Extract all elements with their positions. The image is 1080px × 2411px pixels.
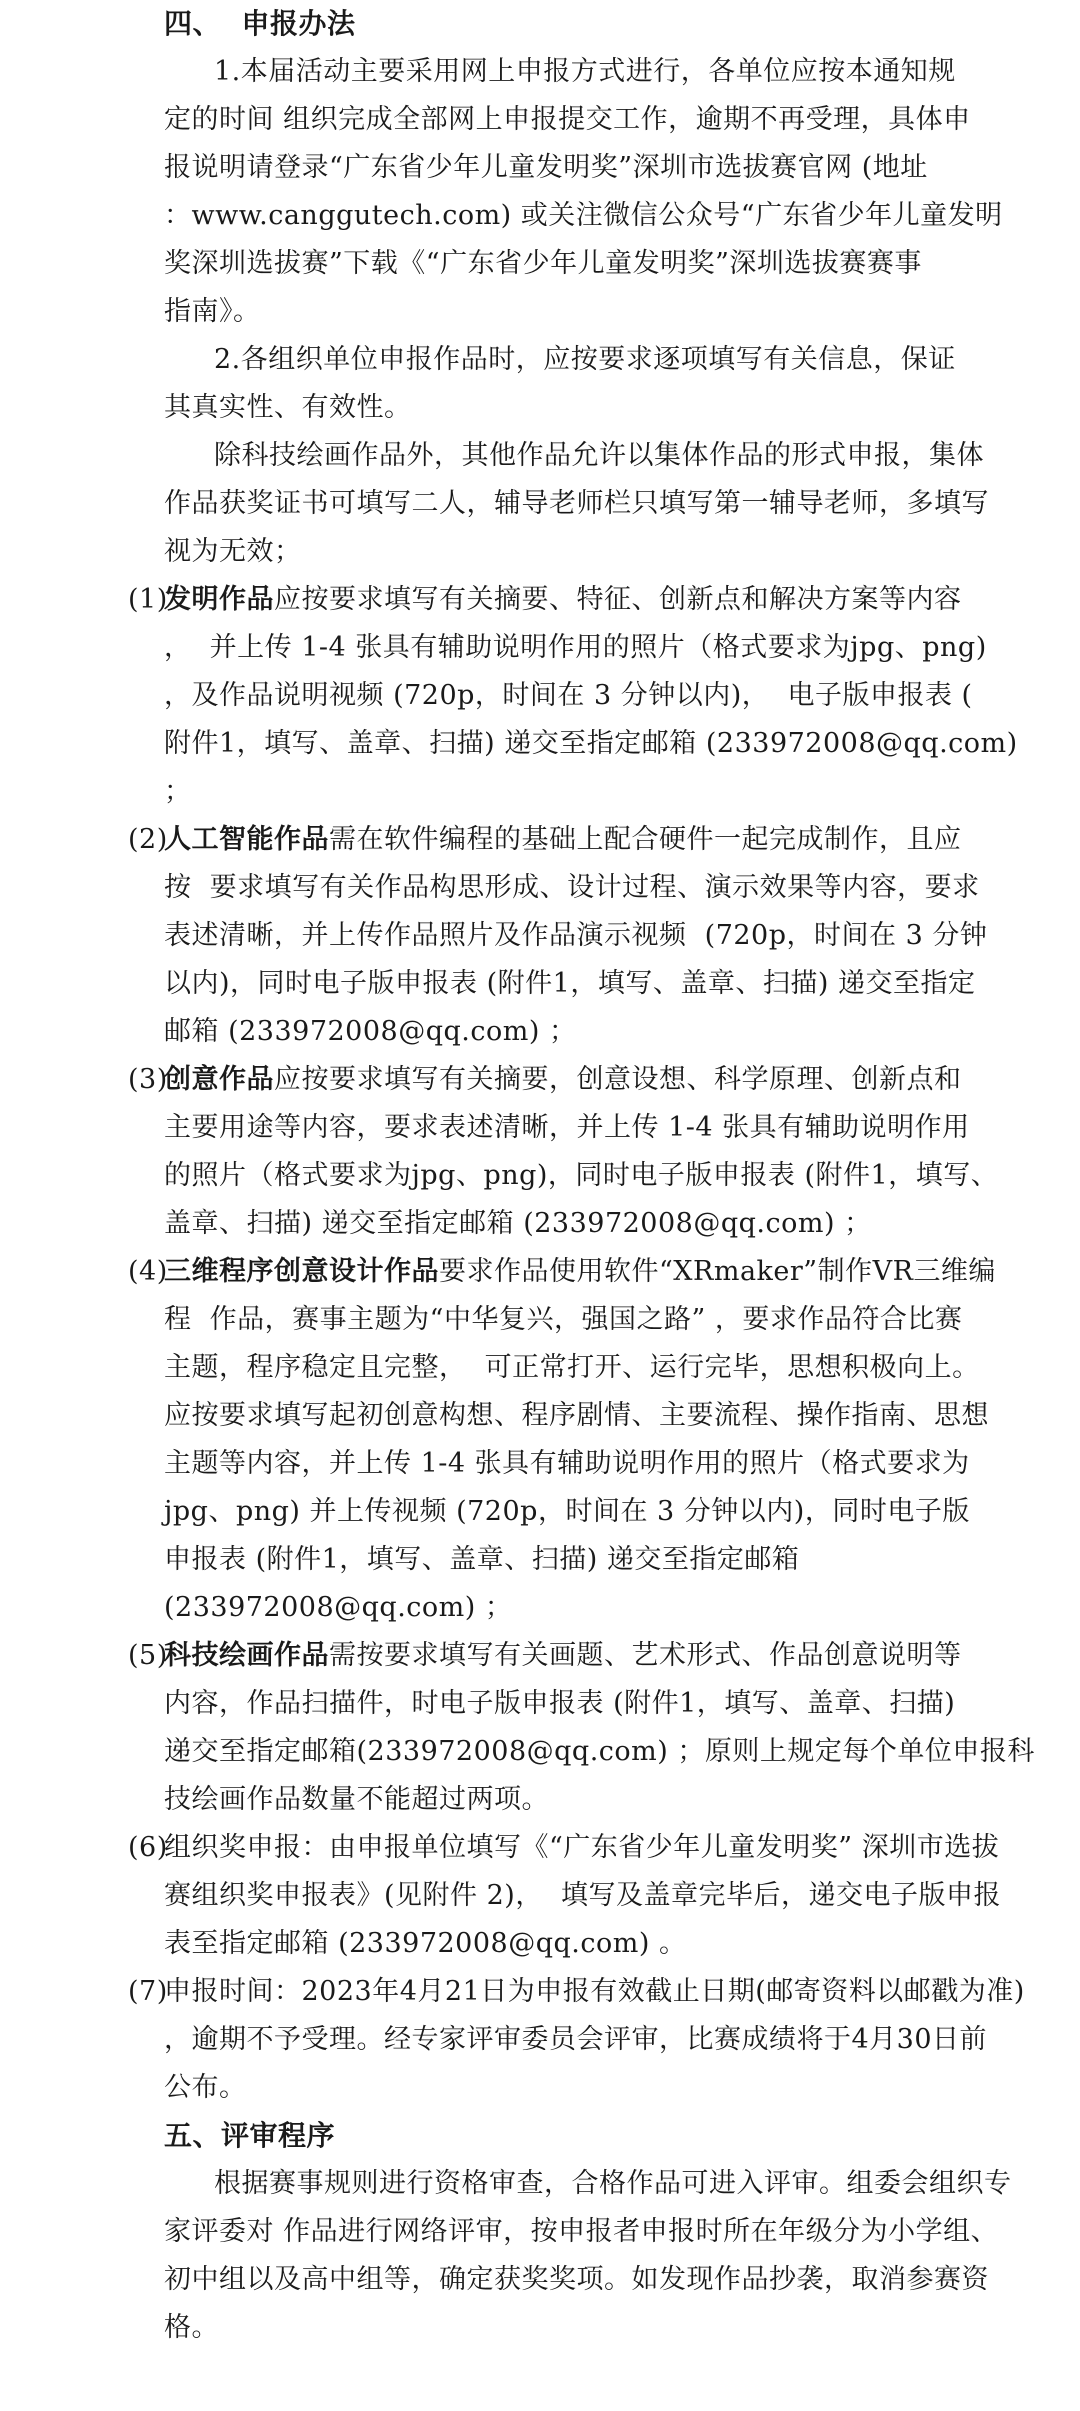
list-item-first-line: 组织奖申报：由申报单位填写《“广东省少年儿童发明奖” 深圳市选拔 (164, 1832, 1000, 1863)
list-item-line: ； (164, 776, 192, 807)
list-item-title: 发明作品 (164, 584, 274, 615)
list-item-number: (5) (128, 1640, 168, 1671)
paragraph-line: 初中组以及高中组等，确定获奖奖项。如发现作品抄袭，取消参赛资 (164, 2264, 989, 2295)
list-item-line: 表至指定邮箱 (233972008@qq.com) 。 (164, 1928, 687, 1959)
list-item-line: 公布。 (164, 2072, 247, 2103)
list-item-line: 申报表 (附件1，填写、盖章、扫描) 递交至指定邮箱 (164, 1544, 800, 1575)
paragraph-line: 家评委对 作品进行网络评审，按申报者申报时所在年级分为小学组、 (164, 2216, 999, 2247)
list-item-first-line (164, 580, 962, 620)
list-item-title: 人工智能作品 (164, 824, 329, 855)
list-item-line: 附件1，填写、盖章、扫描) 递交至指定邮箱 (233972008@qq.com) (164, 728, 1018, 759)
list-item-line: 主题，程序稳定且完整， 可正常打开、运行完毕，思想积极向上。 (164, 1352, 980, 1383)
section-heading-4: 四、 申报办法 (164, 7, 356, 40)
list-item-line: 赛组织奖申报表》(见附件 2)， 填写及盖章完毕后，递交电子版申报 (164, 1880, 1001, 1911)
list-item-line: 按 要求填写有关作品构思形成、设计过程、演示效果等内容，要求 (164, 872, 980, 903)
paragraph-line: 视为无效； (164, 536, 302, 567)
list-item-line: 盖章、扫描) 递交至指定邮箱 (233972008@qq.com) ； (164, 1208, 872, 1239)
list-item-line: (233972008@qq.com) ； (164, 1592, 513, 1623)
paragraph-line: 1.本届活动主要采用网上申报方式进行，各单位应按本通知规 (214, 56, 956, 87)
list-item-line: 内容，作品扫描件，时电子版申报表 (附件1，填写、盖章、扫描) (164, 1688, 956, 1719)
list-item-line: 的照片（格式要求为jpg、png)，同时电子版申报表 (附件1，填写、 (164, 1160, 999, 1191)
paragraph-line: 作品获奖证书可填写二人，辅导老师栏只填写第一辅导老师，多填写 (164, 488, 989, 519)
list-item-number: (6) (128, 1832, 168, 1863)
list-item-text: 要求作品使用软件“XRmaker”制作VR三维编 (439, 1256, 996, 1287)
list-item-first-line (164, 1060, 962, 1100)
list-item-number: (1) (128, 584, 168, 615)
list-item-line: 邮箱 (233972008@qq.com) ； (164, 1016, 577, 1047)
list-item-line: 技绘画作品数量不能超过两项。 (164, 1784, 549, 1815)
list-item-line: ， 并上传 1-4 张具有辅助说明作用的照片（格式要求为jpg、png) (164, 632, 987, 663)
paragraph-line: 定的时间 组织完成全部网上申报提交工作，逾期不再受理，具体申 (164, 104, 971, 135)
list-item-line: 主要用途等内容，要求表述清晰，并上传 1-4 张具有辅助说明作用 (164, 1112, 970, 1143)
list-item-text: 应按要求填写有关摘要、特征、创新点和解决方案等内容 (274, 584, 962, 615)
list-item-number: (7) (128, 1976, 168, 2007)
list-item-text: 需在软件编程的基础上配合硬件一起完成制作，且应 (329, 824, 962, 855)
list-item-first-line (164, 1252, 996, 1292)
list-item-line: 表述清晰，并上传作品照片及作品演示视频 (720p，时间在 3 分钟 (164, 920, 988, 951)
list-item-line: 程 作品，赛事主题为“中华复兴，强国之路” ，要求作品符合比赛 (164, 1304, 963, 1335)
paragraph-line: 格。 (164, 2312, 219, 2343)
list-item-title: 科技绘画作品 (164, 1640, 329, 1671)
paragraph-line: 指南》。 (164, 296, 261, 327)
list-item-line: 以内)，同时电子版申报表 (附件1，填写、盖章、扫描) 递交至指定 (164, 968, 976, 999)
list-item-title: 三维程序创意设计作品 (164, 1256, 439, 1287)
list-item-line: jpg、png) 并上传视频 (720p，时间在 3 分钟以内)，同时电子版 (164, 1496, 970, 1527)
list-item-first-line (164, 820, 962, 860)
paragraph-line: ：www.canggutech.com) 或关注微信公众号“广东省少年儿童发明 (164, 200, 1003, 231)
list-item-number: (3) (128, 1064, 168, 1095)
paragraph-line: 奖深圳选拔赛”下载《“广东省少年儿童发明奖”深圳选拔赛赛事 (164, 248, 922, 279)
list-item-text: 应按要求填写有关摘要，创意设想、科学原理、创新点和 (274, 1064, 962, 1095)
paragraph-line: 除科技绘画作品外，其他作品允许以集体作品的形式申报，集体 (214, 440, 984, 471)
list-item-line: 主题等内容，并上传 1-4 张具有辅助说明作用的照片（格式要求为 (164, 1448, 970, 1479)
list-item-line: ，逾期不予受理。经专家评审委员会评审，比赛成绩将于4月30日前 (164, 2024, 988, 2055)
list-item-number: (4) (128, 1256, 168, 1287)
paragraph-line: 根据赛事规则进行资格审查，合格作品可进入评审。组委会组织专 (214, 2168, 1012, 2199)
paragraph-line: 报说明请登录“广东省少年儿童发明奖”深圳市选拔赛官网 (地址 (164, 152, 928, 183)
list-item-number: (2) (128, 824, 168, 855)
paragraph-line: 其真实性、有效性。 (164, 392, 412, 423)
list-item-title: 创意作品 (164, 1064, 274, 1095)
list-item-line: 递交至指定邮箱(233972008@qq.com) ；原则上规定每个单位申报科 (164, 1736, 1035, 1767)
list-item-first-line (164, 1636, 962, 1676)
list-item-line: ，及作品说明视频 (720p，时间在 3 分钟以内)， 电子版申报表 ( (164, 680, 973, 711)
list-item-first-line: 申报时间：2023年4月21日为申报有效截止日期(邮寄资料以邮戳为准) (164, 1976, 1025, 2007)
paragraph-line: 2.各组织单位申报作品时，应按要求逐项填写有关信息，保证 (214, 344, 956, 375)
section-heading-5: 五、评审程序 (164, 2119, 336, 2152)
list-item-text: 需按要求填写有关画题、艺术形式、作品创意说明等 (329, 1640, 962, 1671)
list-item-line: 应按要求填写起初创意构想、程序剧情、主要流程、操作指南、思想 (164, 1400, 989, 1431)
